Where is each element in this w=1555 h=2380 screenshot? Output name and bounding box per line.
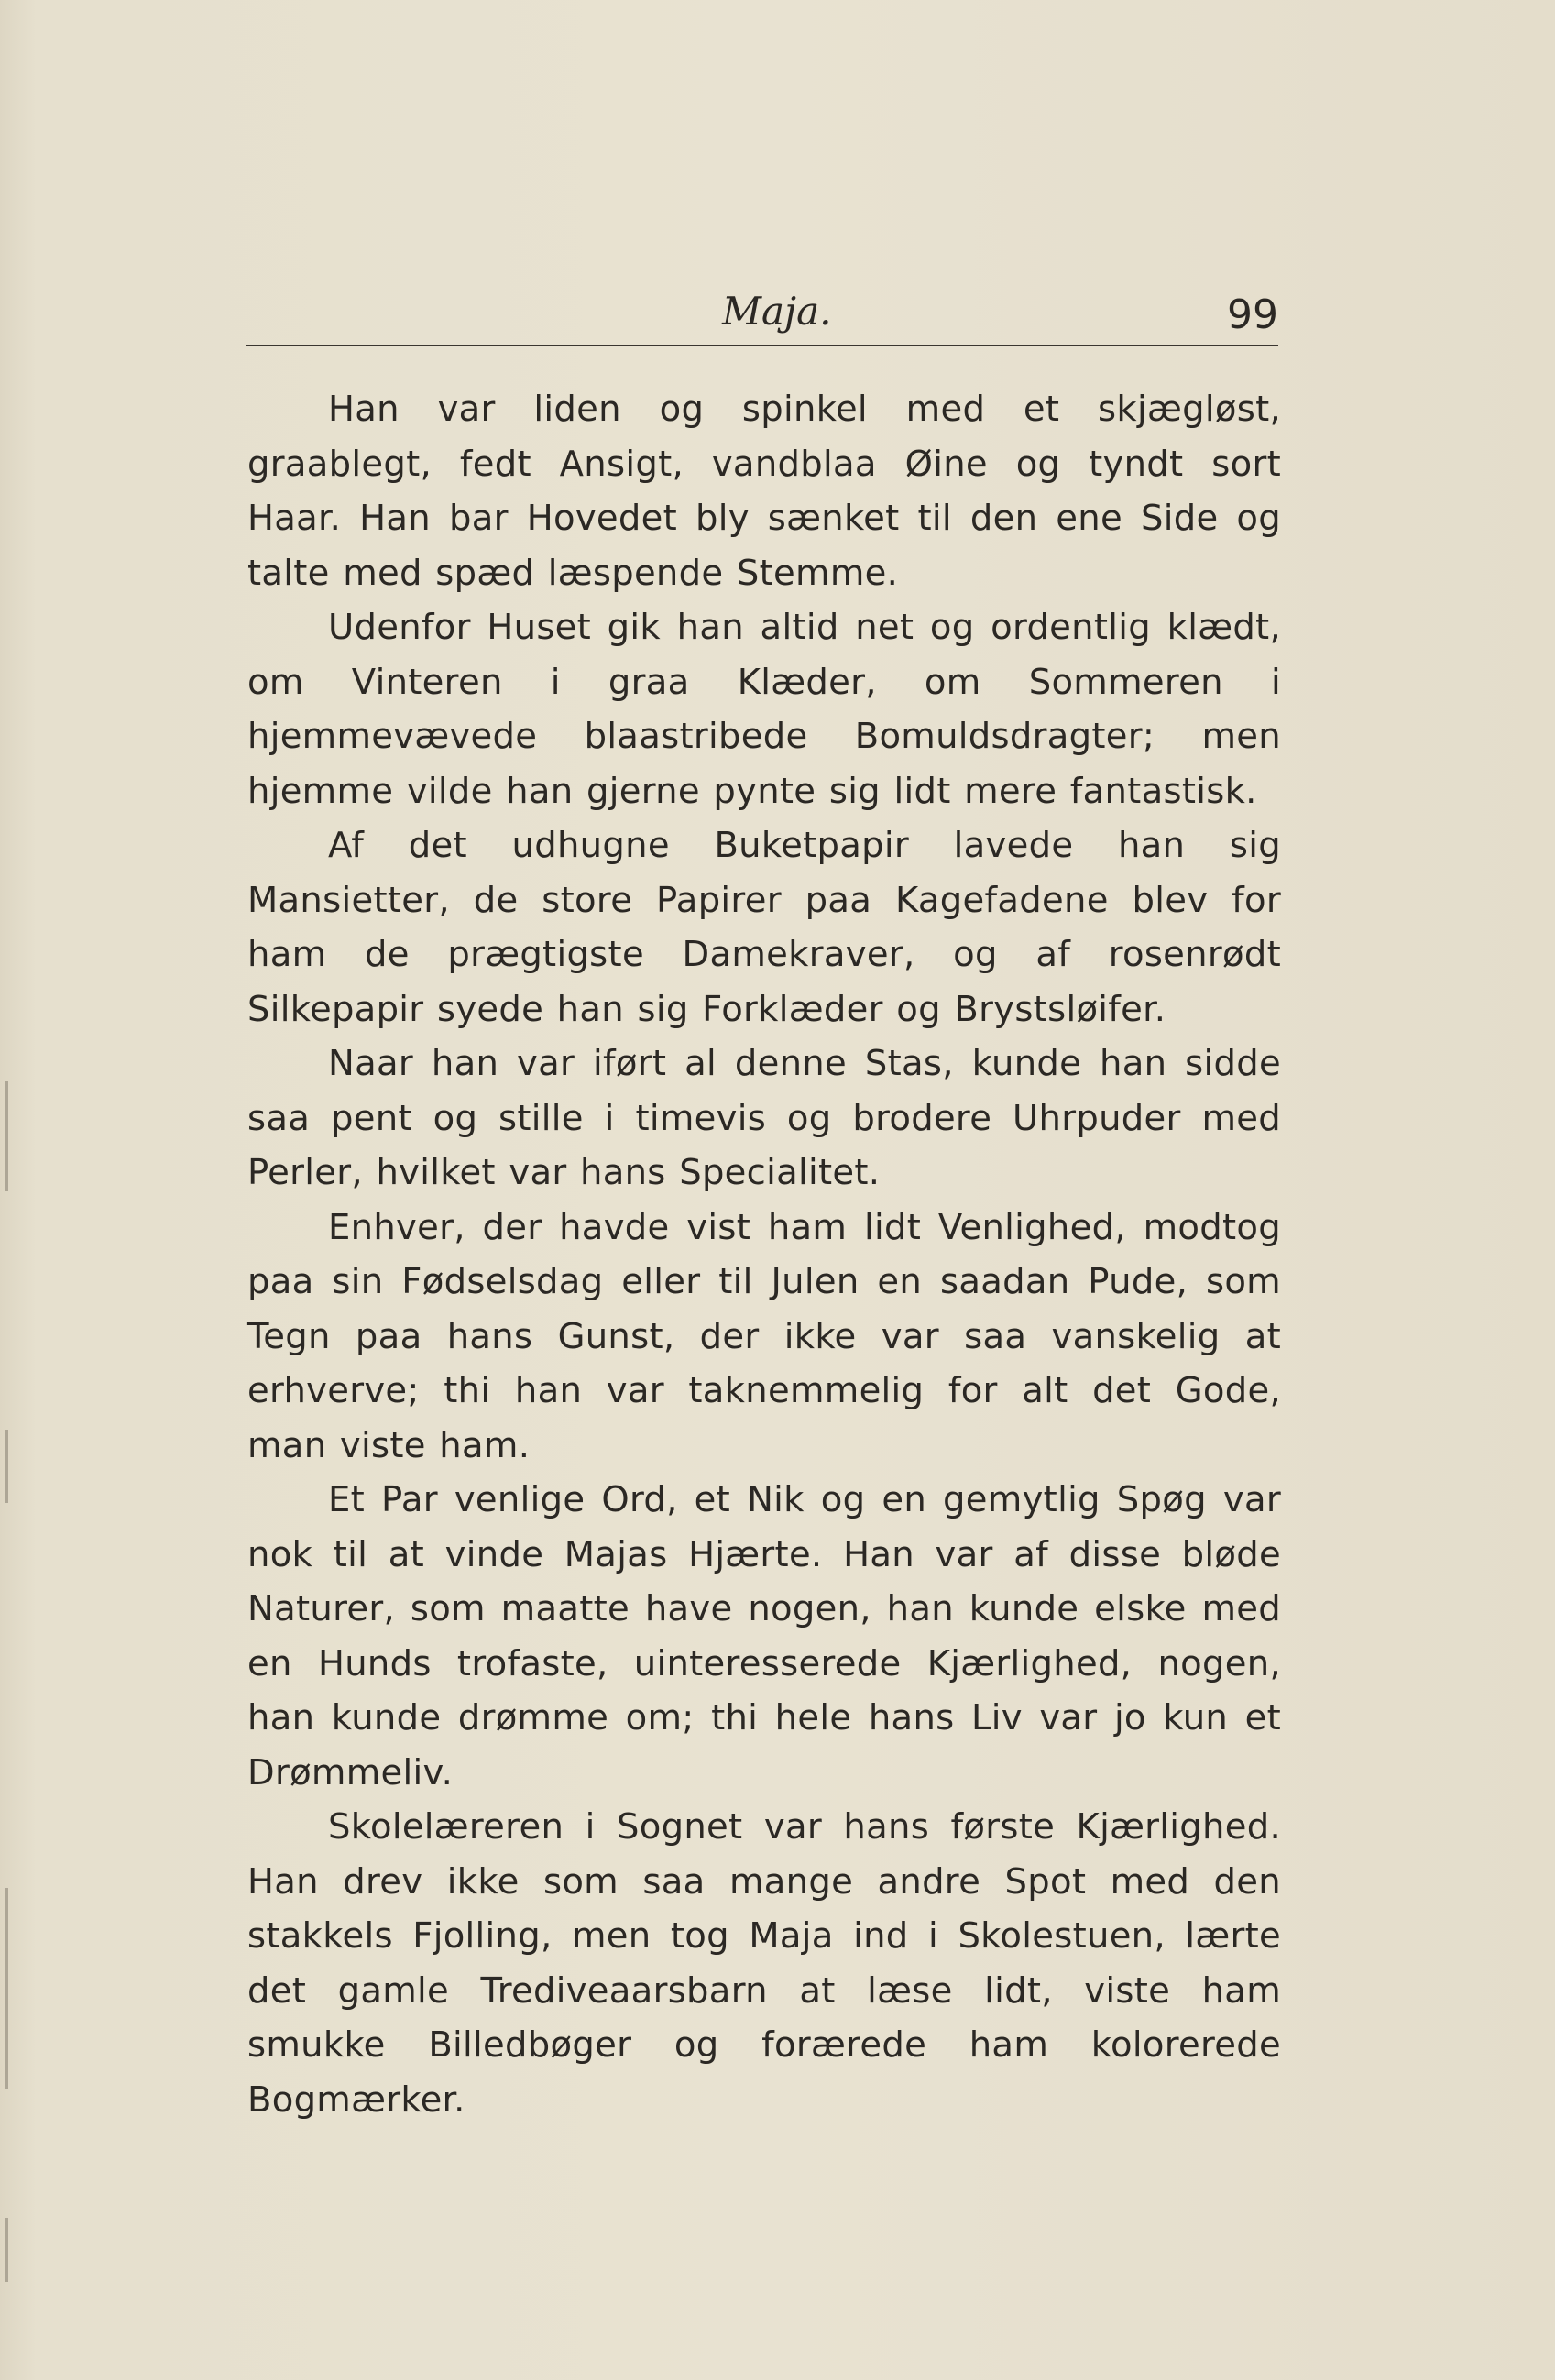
paragraph: Udenfor Huset gik han altid net og ordentlig klædt, om Vinteren i graa Klæder, om Sommeren i hjemmevævede blaastribede Bomuldsdragter; men hjemme vilde han gjerne pynte sig lidt mere fantastisk. [247,607,1281,812]
page-number: 99 [1227,291,1278,338]
paragraph: Skolelæreren i Sognet var hans første Kjærlighed. Han drev ikke som saa mange andre Spot med den stakkels Fjolling, men tog Maja ind i Skolestuen, lærte det gamle Trediveaarsbarn at læse lidt, viste ham smukke Billedbøger og forærede ham kolorerede Bogmærker. [247,1806,1281,2121]
spine-shadow-mark [5,1888,8,2089]
spine-shadow-mark [5,2218,8,2282]
running-title: Maja. [722,289,832,334]
page-header [246,275,1278,346]
spine-shadow-mark [5,1081,8,1191]
paragraph: Naar han var iført al denne Stas, kunde han sidde saa pent og stille i timevis og brodere Uhrpuder med Perler, hvilket var hans Specialitet. [247,1043,1281,1193]
body-text [247,382,1281,2127]
spine-shadow-mark [5,1430,8,1503]
paragraph: Af det udhugne Buketpapir lavede han sig Mansietter, de store Papirer paa Kagefadene blev for ham de prægtigste Damekraver, og af rosenrødt Silkepapir syede han sig Forklæder og Brystsløifer. [247,825,1281,1030]
paragraph: Han var liden og spinkel med et skjægløst, graablegt, fedt Ansigt, vandblaa Øine og tyndt sort Haar. Han bar Hovedet bly sænket til den ene Side og talte med spæd læspende Stemme. [247,389,1281,594]
paragraph: Enhver, der havde vist ham lidt Venlighed, modtog paa sin Fødselsdag eller til Julen en saadan Pude, som Tegn paa hans Gunst, der ikke var saa vanskelig at erhverve; thi han var taknemmelig for alt det Gode, man viste ham. [247,1206,1281,1466]
paragraph: Et Par venlige Ord, et Nik og en gemytlig Spøg var nok til at vinde Majas Hjærte. Han var af disse bløde Naturer, som maatte have nogen, han kunde elske med en Hunds trofaste, uinteresserede Kjærlighed, nogen, han kunde drømme om; thi hele hans Liv var jo kun et Drømmeliv. [247,1479,1281,1793]
